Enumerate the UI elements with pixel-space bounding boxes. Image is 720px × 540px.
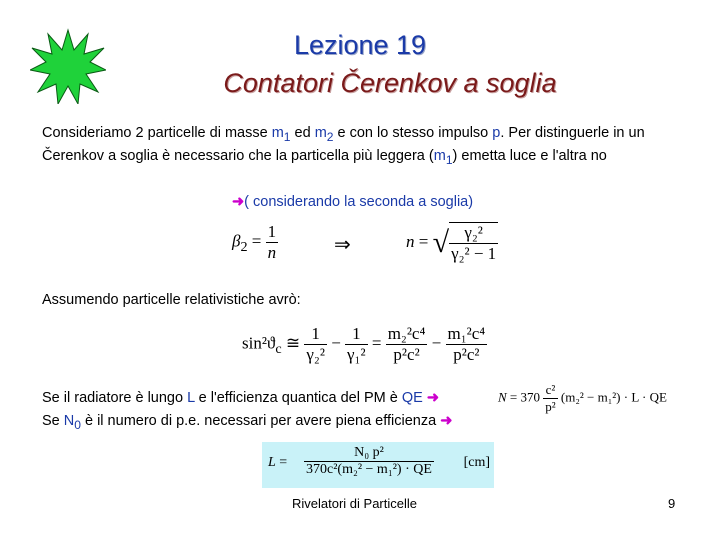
slide-title: Lezione 19 [293,30,427,60]
radiator-line: Se il radiatore è lungo L e l'efficienza quantica del PM è QE ➜ [42,390,439,406]
relativistic-line: Assumendo particelle relativistiche avrò: [42,292,301,308]
length-equation-box: L = $\frac{\text{N₀ p²}}{\text{370c²(m₂² − m₁²) · QE}}$ [cm] [262,442,494,488]
unit-label: [cm] [463,455,490,470]
footer-text: Rivelatori di Particelle [292,496,417,511]
slide-subtitle: Contatori Čerenkov a soglia [223,68,557,98]
sin-equation: $\sin^2ϑ_c$ ≅ $\frac{1}{\text{γ₂²}}$ − $\frac{1}{\text{γ₁²}}$ = $\frac{\text{m₂²c⁴}}{\text{p²c²}}$ − $\frac{\text{m₁²c⁴}}{\text{p²c²}}$ [242,324,486,364]
index-equation: n = √ $\frac{\text{γ₂²}}{\text{γ₂² − 1}}$ [406,223,497,263]
right-arrow-icon: ➜ [440,413,453,429]
beta-equation: $\beta_2$ = $\frac{1}{n}$ [232,222,277,262]
implies-symbol: ⇒ [334,234,351,256]
right-arrow-icon: ➜ [426,390,439,406]
note-text: ( considerando la seconda a soglia) [244,194,474,210]
photoelectron-equation: N = 370 $\frac{\text{c²}}{\text{p²}}$ (m₂² − m₁²) · L · QE [498,382,667,414]
efficiency-line: Se $N_0$ è il numero di p.e. necessari per avere piena efficienza ➜ [42,413,453,432]
right-arrow-icon: ➜ [232,194,245,210]
page-number: 9 [668,496,676,511]
intro-paragraph: Consideriamo 2 particelle di masse $m_1$ ed $m_2$ e con lo stesso impulso p. Per distinguerle in un Čerenkov a soglia è necessario che la particella più leggera $(m_1)$ emetta luce e l'altra no [42,125,645,167]
note-line [232,194,473,210]
